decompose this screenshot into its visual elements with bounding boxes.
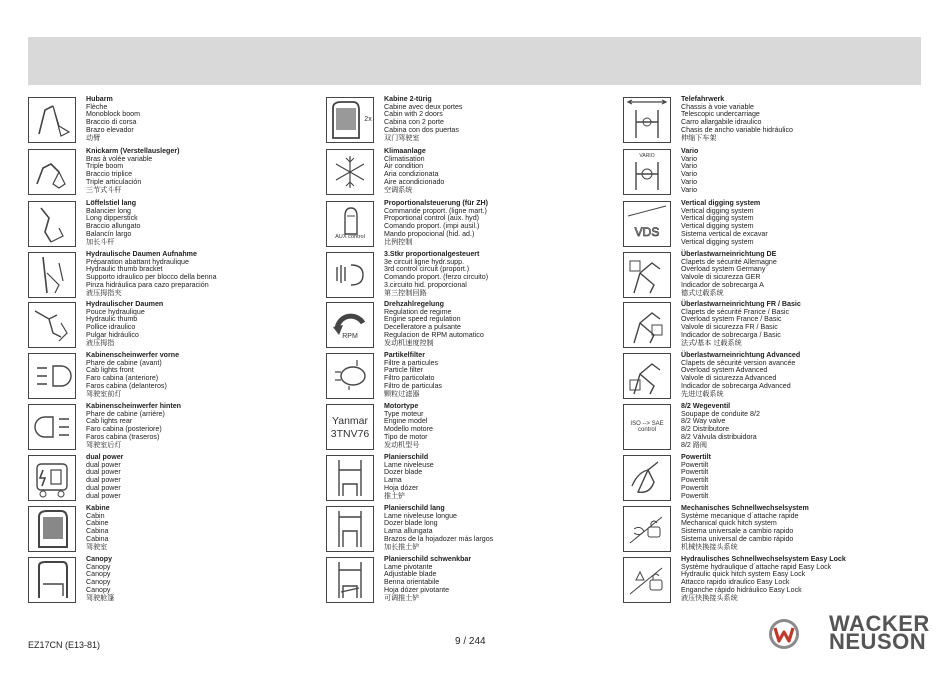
feature-title: Drehzahlregelung [384,300,444,308]
feature-translation: Hydraulic quick hitch system Easy Lock [681,570,806,579]
feature-text [86,301,321,347]
feature-translation: Cabina [86,534,109,543]
feature-text [384,505,619,551]
quick-hitch-icon [623,506,671,552]
air-conditioning-icon [326,149,374,195]
feature-translation: Pollice idraulico [86,323,136,332]
feature-text [86,403,321,449]
feature-title: Partikelfilter [384,351,426,359]
icon-label: VARIO [639,153,655,159]
feature-translation: Cabin [86,511,105,520]
feature-translation: Lama allungata [384,527,433,536]
feature-translation: Vertical digging system [681,222,754,231]
feature-title: Kabinenscheinwerfer hinten [86,402,181,410]
feature-text [384,403,619,449]
feature-title: Hydraulische Daumen Aufnahme [86,250,197,258]
feature-title: Kabine 2-türig [384,95,432,103]
feature-translation: Benna orientabile [384,578,440,587]
feature-text [384,251,619,297]
feature-translation: Braccio di corsa [86,118,137,127]
feature-text [86,251,321,297]
feature-translation: Vario [681,162,698,171]
feature-item [623,200,923,248]
feature-title: Hubarm [86,95,113,103]
feature-translation: Regulation de regime [384,307,452,316]
feature-translation: 8/2 Way valve [681,417,726,426]
feature-translation: Dozer blade long [384,519,438,528]
feature-translation: Sistema vertical de excavar [681,229,768,238]
feature-translation: Attacco rapido idraulico Easy Lock [681,578,790,587]
motor-type-icon [326,404,374,450]
feature-translation: Telescopic undercarriage [681,110,760,119]
feature-translation: Cabine [86,519,109,528]
feature-text [86,556,321,602]
feature-translation: Overload system Advanced [681,366,768,375]
feature-translation: Vario [681,177,698,186]
feature-translation: Dozer blade [384,468,423,477]
feature-item [623,148,923,196]
feature-title: Vario [681,147,699,155]
feature-translation: Vertical digging system [681,237,754,246]
icon-label: AUX control [335,234,365,240]
feature-translation: Canopy [86,585,111,594]
feature-title: Planierschild [384,453,429,461]
feature-text [681,352,923,398]
aux-control-icon [326,201,374,247]
feature-translation: 发动机速度控制 [384,338,434,347]
feature-title: Kabinenscheinwerfer vorne [86,351,180,359]
feature-translation: Particle filter [384,366,424,375]
feature-translation: 8/2 Distributore [681,425,730,434]
vertical-digging-icon [623,201,671,247]
feature-item [326,200,619,248]
feature-translation: Aire acondicionado [384,177,445,186]
feature-translation: 机械快换接头系统 [681,542,738,551]
feature-title: Überlastwarneinrichtung FR / Basic [681,300,801,308]
feature-text [681,96,923,142]
feature-translation: Lame pivotante [384,562,433,571]
feature-title: Planierschild lang [384,504,445,512]
feature-translation: Canopy [86,562,111,571]
feature-translation: dual power [86,460,121,469]
feature-translation: 液压拇指 [86,338,115,347]
feature-translation: Filtro particolato [384,374,435,383]
feature-translation: 法式/基本 过载系统 [681,338,742,347]
feature-title: Überlastwarneinrichtung DE [681,250,777,258]
feature-translation: Triple boom [86,162,124,171]
feature-title: Löffelstiel lang [86,199,137,207]
feature-translation: Filtre a particules [384,358,439,367]
feature-translation: dual power [86,483,121,492]
feature-translation: Vario [681,185,698,194]
feature-item [28,301,321,349]
feature-translation: dual power [86,491,121,500]
way-valve-icon [623,404,671,450]
feature-text [681,403,923,449]
feature-translation: Phare de cabine (arrière) [86,409,165,418]
feature-translation: Overload system France / Basic [681,315,782,324]
feature-translation: Vertical digging system [681,206,754,215]
feature-translation: 先进过载系统 [681,389,724,398]
feature-translation: Overload system Germany [681,265,766,274]
feature-item [28,505,321,553]
feature-text [384,301,619,347]
feature-title: Proportionalsteuerung (für ZH) [384,199,489,207]
feature-translation: Lama [384,476,402,485]
feature-text [384,352,619,398]
feature-title: Hydraulischer Daumen [86,300,164,308]
feature-translation: Faro cabina (posteriore) [86,425,162,434]
rpm-icon [326,302,374,348]
particle-filter-icon [326,353,374,399]
feature-translation: Regulacion de RPM automatico [384,330,484,339]
feature-title: Motortype [384,402,419,410]
feature-item [326,454,619,502]
feature-text [86,96,321,142]
page-number: 9 / 244 [455,636,486,647]
feature-translation: 双门驾驶室 [384,133,420,142]
feature-translation: Valvole di sicurezza FR / Basic [681,323,778,332]
dipperstick-icon [28,201,76,247]
feature-translation: Mechanical quick hitch system [681,519,777,528]
feature-translation: Hoja dózer [384,483,419,492]
feature-item [28,148,321,196]
feature-translation: Balancier long [86,206,131,215]
feature-translation: Hoja dózer pivotante [384,585,450,594]
feature-translation: Pulgar hidráulico [86,330,139,339]
feature-translation: Cab lights front [86,366,134,375]
feature-translation: Hydraulic thumb [86,315,138,324]
feature-translation: Canopy [86,570,111,579]
dozer-blade-long-icon [326,506,374,552]
feature-translation: Vario [681,154,698,163]
feature-translation: Flèche [86,102,108,111]
feature-translation: 驾驶舱篷 [86,593,115,602]
feature-translation: 8/2 Válvula distribuidora [681,432,757,441]
feature-translation: Vario [681,170,698,179]
feature-text [384,454,619,500]
feature-translation: 可调推土铲 [384,593,420,602]
feature-title: Canopy [86,555,113,563]
feature-translation: 液压拇指夹 [86,288,122,297]
feature-translation: dual power [86,476,121,485]
feature-title: Mechanisches Schnellwechselsystem [681,504,809,512]
front-light-icon [28,353,76,399]
feature-text [384,556,619,602]
feature-text [384,96,619,142]
feature-item [326,505,619,553]
feature-translation: Powertilt [681,460,709,469]
overload-advanced-icon [623,353,671,399]
feature-title: 8/2 Wegeventil [681,402,731,410]
header-banner [28,37,921,85]
feature-translation: dual power [86,468,121,477]
feature-title: 3.Stkr proportionalgesteuert [384,250,480,258]
feature-item [326,556,619,604]
dozer-blade-icon [326,455,374,501]
feature-translation: Engine speed regulation [384,315,461,324]
feature-translation: 第三控制回路 [384,288,427,297]
feature-translation: Pinza hidráulica para cazo preparación [86,280,209,289]
feature-translation: Brazos de la hojadozer más largos [384,534,494,543]
feature-translation: Lame niveleuse [384,460,434,469]
feature-text [86,454,321,500]
icon-caption [624,421,670,433]
feature-translation: Vertical digging system [681,214,754,223]
dual-power-icon [28,455,76,501]
feature-item [623,96,923,144]
overload-fr-icon [623,302,671,348]
feature-translation: Clapets de sécurité version avancée [681,358,796,367]
feature-translation: Lame niveleuse longue [384,511,457,520]
feature-translation: Hydraulic thumb bracket [86,265,163,274]
feature-translation: 发动机型号 [384,440,420,449]
feature-translation: Powertilt [681,483,709,492]
feature-title: Hydraulisches Schnellwechselsystem Easy Lock [681,555,846,563]
feature-translation: 推土铲 [384,491,406,500]
feature-text [681,200,923,246]
feature-translation: 驾驶室 [86,542,108,551]
feature-translation: Cabina con 2 porte [384,118,444,127]
two-door-cabin-icon [326,97,374,143]
feature-translation: Cabin with 2 doors [384,110,443,119]
rear-light-icon [28,404,76,450]
feature-translation: Air condition [384,162,424,171]
feature-text [681,556,923,602]
canopy-icon [28,557,76,603]
feature-translation: Système mecanique d´attache rapide [681,511,799,520]
feature-translation: Phare de cabine (avant) [86,358,162,367]
feature-translation: Enganche rápido hidráulico Easy Lock [681,585,802,594]
feature-title: Überlastwarneinrichtung Advanced [681,351,801,359]
icon-caption-line: 3TNV76 [330,428,370,440]
feature-translation: Pouce hydraulique [86,307,145,316]
feature-item [28,96,321,144]
cabin-icon [28,506,76,552]
logo-text: WACKER NEUSON [829,611,930,654]
feature-item [623,454,923,502]
feature-translation: Valvole di sicurezza GER [681,273,761,282]
feature-translation: Système hydraulique d´attache rapid Easy Lock [681,562,832,571]
feature-translation: Bras à volée variable [86,154,153,163]
feature-translation: Faro cabina (anteriore) [86,374,159,383]
feature-item [326,301,619,349]
vario-icon [623,149,671,195]
feature-translation: Sistema universal de cambio rápido [681,534,794,543]
feature-title: Kabine [86,504,110,512]
feature-translation: 加长斗杆 [86,237,115,246]
feature-item [623,352,923,400]
feature-title: Knickarm (Verstellausleger) [86,147,180,155]
feature-item [28,454,321,502]
icon-caption [327,415,373,441]
feature-text [681,301,923,347]
feature-title: Vertical digging system [681,199,761,207]
feature-translation: Engine model [384,417,428,426]
feature-text [681,148,923,194]
feature-translation: Commande proport. (ligne mart.) [384,206,487,215]
feature-translation: Modello motore [384,425,433,434]
feature-text [384,200,619,246]
icon-caption-line: ISO --> SAE [630,421,664,427]
feature-translation: Proportional control (aux. hyd) [384,214,480,223]
feature-translation: Type moteur [384,409,424,418]
feature-text [384,148,619,194]
feature-title: Planierschild schwenkbar [384,555,472,563]
feature-title: Telefahrwerk [681,95,725,103]
feature-text [681,505,923,551]
adjustable-blade-icon [326,557,374,603]
icon-label: RPM [342,333,358,340]
thumb-bracket-icon [28,252,76,298]
feature-translation: Triple articulación [86,177,142,186]
feature-translation: 3rd control circuit (proport.) [384,265,470,274]
feature-translation: Tipo de motor [384,432,428,441]
feature-translation: Balancín largo [86,229,132,238]
feature-item [326,96,619,144]
feature-item [326,403,619,451]
feature-translation: 德式过载系统 [681,288,724,297]
feature-text [681,251,923,297]
feature-translation: Powertilt [681,491,709,500]
feature-item [623,403,923,451]
feature-translation: Cab lights rear [86,417,133,426]
feature-translation: 空调系统 [384,185,413,194]
feature-item [28,403,321,451]
feature-translation: Aria condizionata [384,170,439,179]
feature-translation: Adjustable blade [384,570,437,579]
feature-translation: Comando proport. (ferzo circuito) [384,273,489,282]
feature-text [86,505,321,551]
feature-translation: Climatisation [384,154,425,163]
feature-translation: Brazo elevador [86,125,134,134]
feature-item [623,251,923,299]
feature-translation: Long dipperstick [86,214,138,223]
feature-translation: Cabine avec deux portes [384,102,463,111]
feature-title: Klimaanlage [384,147,426,155]
feature-translation: 驾驶室前灯 [86,389,122,398]
feature-title: dual power [86,453,124,461]
feature-text [681,454,923,500]
telescopic-undercarriage-icon [623,97,671,143]
hydraulic-thumb-icon [28,302,76,348]
feature-item [28,352,321,400]
feature-translation: 驾驶室后灯 [86,440,122,449]
knickarm-icon [28,149,76,195]
feature-translation: Préparation abattant hydraulique [86,257,189,266]
feature-item [28,200,321,248]
feature-translation: 三节式斗杆 [86,185,122,194]
feature-item [326,352,619,400]
feature-translation: Carro allargabile idraulico [681,118,762,127]
feature-text [86,200,321,246]
feature-translation: Cabina con dos puertas [384,125,459,134]
feature-translation: 3e circuit ligne hydr.supp. [384,257,465,266]
feature-text [86,148,321,194]
powertilt-icon [623,455,671,501]
feature-translation: Supporto idraulico per blocco della benna [86,273,217,282]
feature-translation: Soupape de conduite 8/2 [681,409,760,418]
feature-translation: Powertilt [681,468,709,477]
feature-translation: Powertilt [681,476,709,485]
feature-translation: Mando propocional (hid. ad.) [384,229,475,238]
feature-translation: Indicador de sobrecarga A [681,280,764,289]
feature-translation: 加长推土铲 [384,542,420,551]
feature-translation: Braccio triplice [86,170,133,179]
feature-translation: 液压快换接头系统 [681,593,738,602]
feature-translation: Indicador de sobrecarga / Basic [681,330,781,339]
icon-caption-line: control [637,427,656,433]
feature-item [326,148,619,196]
feature-translation: Chassis à voie variable [681,102,754,111]
feature-translation: Monoblock boom [86,110,141,119]
feature-item [28,251,321,299]
feature-translation: Braccio allungato [86,222,141,231]
feature-item [623,505,923,553]
feature-translation: Chasis de ancho variable hidráulico [681,125,793,134]
feature-translation: 3.circuito hid. proporcional [384,280,467,289]
feature-item [28,556,321,604]
feature-translation: 伸缩下车架 [681,133,717,142]
feature-title: Powertilt [681,453,711,461]
feature-item [326,251,619,299]
feature-item [623,301,923,349]
feature-translation: Valvole di sicurezza Advanced [681,374,777,383]
feature-translation: Comando proport. (impi ausil.) [384,222,480,231]
svg-text:VDS: VDS [634,225,660,239]
feature-translation: Clapets de sécurité France / Basic [681,307,790,316]
feature-translation: Clapets de sécurité Allemagne [681,257,777,266]
feature-translation: Faros cabina (traseros) [86,432,160,441]
feature-translation: 颗粒过滤器 [384,389,420,398]
overload-de-icon [623,252,671,298]
feature-translation: Indicador de sobrecarga Advanced [681,381,791,390]
feature-translation: 动臂 [86,133,101,142]
feature-item [623,556,923,604]
feature-translation: Sistema universale a cambio rapido [681,527,794,536]
hydraulic-quick-hitch-icon [623,557,671,603]
feature-translation: Cabina [86,527,109,536]
hubarm-icon [28,97,76,143]
feature-translation: Decelleratore a pulsante [384,323,461,332]
feature-translation: Filtro de particulas [384,381,442,390]
feature-translation: Canopy [86,578,111,587]
icon-label: 2x [364,116,372,123]
icon-caption-line: Yanmar [332,415,368,427]
feature-text [86,352,321,398]
feature-translation: 比例控制 [384,237,413,246]
feature-translation: Faros cabina (delanteros) [86,381,167,390]
feature-translation: 8/2 路阀 [681,440,708,449]
model-label: EZ17CN (E13-81) [28,640,101,650]
third-circuit-icon [326,252,374,298]
